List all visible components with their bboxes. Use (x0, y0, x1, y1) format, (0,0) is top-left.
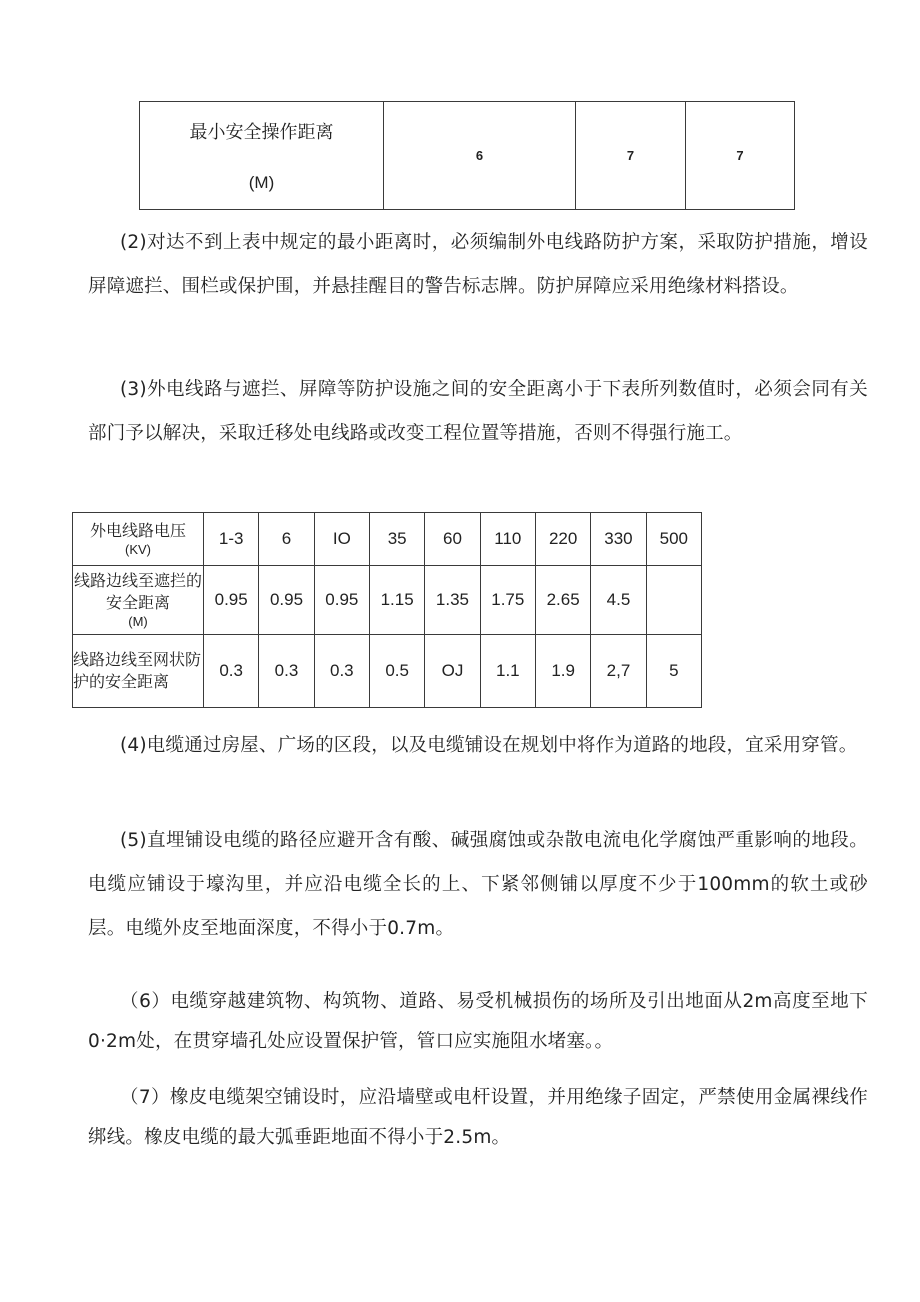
table-row (73, 635, 702, 708)
table-cell: 330 (591, 513, 646, 566)
table-cell: 500 (646, 513, 701, 566)
row-header-barrier (73, 566, 204, 635)
table-cell: 35 (369, 513, 424, 566)
table-cell: 60 (425, 513, 480, 566)
table-cell: 0.95 (259, 566, 314, 635)
table-cell: 110 (480, 513, 535, 566)
table-cell: 2.65 (535, 566, 590, 635)
table-cell: 0.3 (259, 635, 314, 708)
table-cell: 5 (646, 635, 701, 708)
row-unit: (M) (128, 614, 148, 629)
paragraph-2: (2)对达不到上表中规定的最小距离时，必须编制外电线路防护方案，采取防护措施，增设屏障遮拦、围栏或保护围，并悬挂醒目的警告标志牌。防护屏障应采用绝缘材料搭设。 (88, 232, 868, 297)
table-cell: 1.15 (369, 566, 424, 635)
table-cell: 1.75 (480, 566, 535, 635)
table-cell: IO (314, 513, 369, 566)
table-cell: 7 (686, 102, 795, 210)
table-header-cell (140, 102, 384, 210)
paragraph-5: (5)直埋铺设电缆的路径应避开含有酸、碱强腐蚀或杂散电流电化学腐蚀严重影响的地段。电缆应铺设于壕沟里，并应沿电缆全长的上、下紧邻侧铺以厚度不少于100mm的软土或砂层。电缆外皮至地面深度，不得小于0.7m。 (88, 830, 868, 939)
table-cell: 1.9 (535, 635, 590, 708)
row-unit: (M) (248, 172, 275, 192)
table-cell: 0.95 (204, 566, 259, 635)
table-row (73, 513, 702, 566)
table-cell: 6 (259, 513, 314, 566)
table-cell: 4.5 (591, 566, 646, 635)
table-cell: 0.3 (204, 635, 259, 708)
table-row (140, 102, 795, 210)
table-cell: 6 (384, 102, 576, 210)
row-label: 外电线路电压 (89, 521, 186, 540)
paragraph-6: （6）电缆穿越建筑物、构筑物、道路、易受机械损伤的场所及引出地面从2m高度至地下0·2m处，在贯穿墙孔处应设置保护管，管口应实施阻水堵塞。。 (88, 991, 868, 1052)
row-header-voltage (73, 513, 204, 566)
table-cell: 1.1 (480, 635, 535, 708)
table-cell: 220 (535, 513, 590, 566)
row-unit: (KV) (125, 542, 151, 557)
table-row (73, 566, 702, 635)
table-cell: OJ (425, 635, 480, 708)
paragraph-7: （7）橡皮电缆架空铺设时，应沿墙壁或电杆设置，并用绝缘子固定，严禁使用金属裸线作绑线。橡皮电缆的最大弧垂距地面不得小于2.5m。 (88, 1087, 868, 1148)
row-label: 最小安全操作距离 (189, 121, 334, 143)
table-cell: 2,7 (591, 635, 646, 708)
table-cell: 0.5 (369, 635, 424, 708)
paragraph-4: (4)电缆通过房屋、广场的区段，以及电缆铺设在规划中将作为道路的地段，宜采用穿管。 (120, 735, 858, 756)
table-cell: 0.3 (314, 635, 369, 708)
table-cell: 7 (576, 102, 686, 210)
table-cell: 1.35 (425, 566, 480, 635)
table-cell: 0.95 (314, 566, 369, 635)
paragraph-3: (3)外电线路与遮拦、屏障等防护设施之间的安全距离小于下表所列数值时，必须会同有关部门予以解决，采取迁移处电线路或改变工程位置等措施，否则不得强行施工。 (88, 379, 868, 444)
row-header-mesh (73, 635, 204, 708)
table-cell (646, 566, 701, 635)
row-label: 线路边线至遮拦的安全距离 (73, 571, 202, 612)
min-distance-table (139, 101, 795, 210)
table-cell: 1-3 (204, 513, 259, 566)
row-label: 线路边线至网状防护的安全距离 (73, 650, 202, 691)
safety-distance-table (72, 512, 702, 708)
